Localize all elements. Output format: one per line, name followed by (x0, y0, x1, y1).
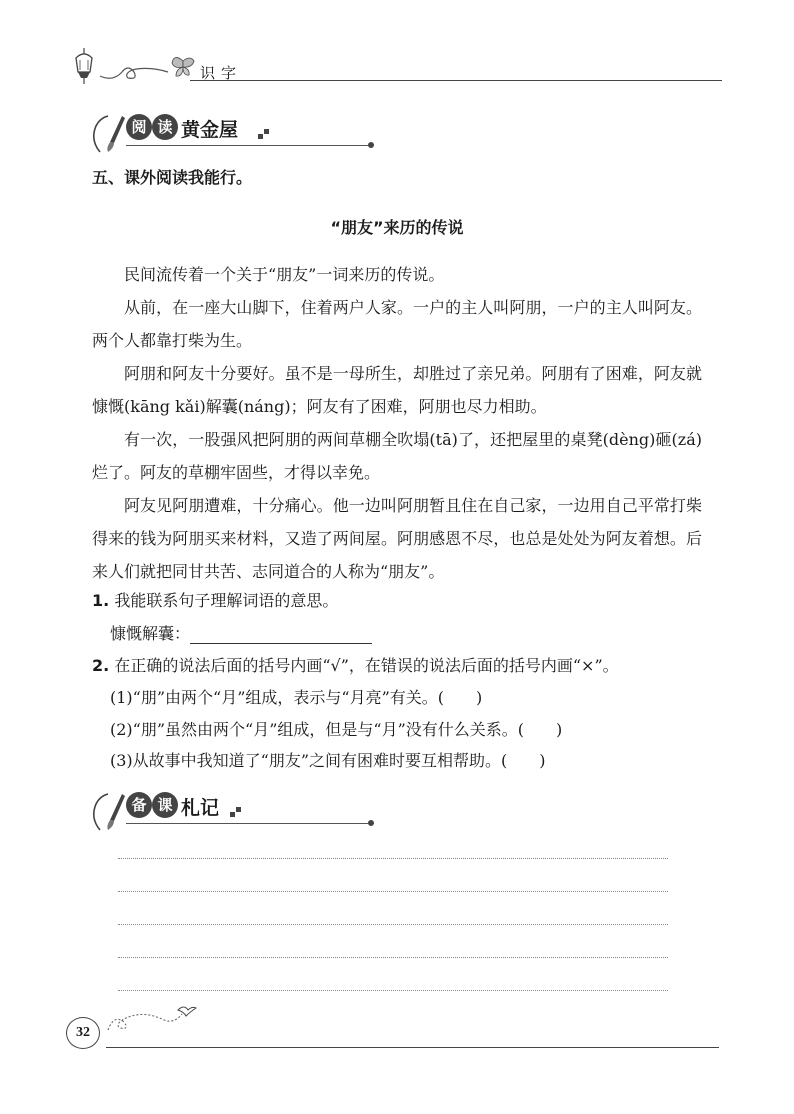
banner-char-1: 阅 (126, 114, 152, 140)
bird-icon (176, 1002, 198, 1018)
question-1-answer (110, 624, 372, 644)
lamp-icon (70, 46, 98, 86)
footer-rule (106, 1047, 719, 1048)
reading-banner (88, 112, 378, 154)
page-number: 32 (66, 1017, 100, 1049)
story-paragraph-1: 民间流传着一个关于“朋友”一词来历的传说。 (124, 265, 445, 284)
story-paragraph-3: 阿朋和阿友十分要好。虽不是一母所生，却胜过了亲兄弟。阿朋有了困难，阿友就慷慨(kāng kǎi)解囊(náng)；阿友有了困难，阿朋也尽力相助。 (92, 364, 702, 416)
banner-title: 札记 (181, 797, 220, 819)
story-paragraph-2: 从前，在一座大山脚下，住着两户人家。一户的主人叫阿朋，一户的主人叫阿友。两个人都靠打柴为生。 (92, 298, 702, 350)
question-1-term: 慷慨解囊： (110, 624, 191, 643)
banner-char-2: 课 (152, 792, 178, 818)
story-paragraph-4: 有一次，一股强风把阿朋的两间草棚全吹塌(tā)了，还把屋里的桌凳(dèng)砸(zá)烂了。阿友的草棚牢固些，才得以幸免。 (92, 430, 702, 482)
banner-dot (368, 820, 374, 826)
question-1-number: 1. (92, 591, 110, 610)
banner-square-2 (236, 807, 241, 812)
header-title: 识字 (200, 64, 243, 82)
question-2-item-2[interactable]: (2)“朋”虽然由两个“月”组成，但是与“月”没有什么关系。( ) (110, 720, 563, 739)
banner-char-1: 备 (126, 792, 152, 818)
question-1-text: 我能联系句子理解词语的意思。 (114, 591, 339, 610)
brush-icon (88, 790, 128, 832)
writing-line-4[interactable] (118, 957, 668, 958)
banner-char-2: 读 (152, 114, 178, 140)
banner-dot (368, 142, 374, 148)
header (0, 0, 794, 100)
question-2 (92, 656, 619, 676)
writing-line-3[interactable] (118, 924, 668, 925)
notes-banner (88, 790, 378, 832)
writing-line-2[interactable] (118, 891, 668, 892)
swirl-decoration (98, 56, 178, 84)
banner-rule (126, 145, 370, 146)
banner-square-1 (230, 812, 235, 817)
header-rule (190, 80, 722, 81)
banner-title: 黄金屋 (181, 119, 239, 141)
story-paragraph-5: 阿友见阿朋遭难，十分痛心。他一边叫阿朋暂且住在自己家，一边用自己平常打柴得来的钱为阿朋买来材料，又造了两间屋。阿朋感恩不尽，也总是处处为阿友着想。后来人们就把同甘共苦、志同道合的人称为“朋友”。 (92, 496, 702, 581)
question-2-item-1[interactable]: (1)“朋”由两个“月”组成，表示与“月亮”有关。( ) (110, 688, 483, 707)
banner-square-1 (258, 134, 263, 139)
writing-line-1[interactable] (118, 858, 668, 859)
section-heading: 五、课外阅读我能行。 (92, 168, 253, 187)
answer-blank[interactable] (190, 627, 372, 644)
banner-square-2 (264, 129, 269, 134)
question-2-text: 在正确的说法后面的括号内画“√”，在错误的说法后面的括号内画“×”。 (114, 656, 619, 675)
question-1 (92, 591, 338, 611)
brush-icon (88, 112, 128, 154)
butterfly-icon (170, 55, 196, 79)
question-2-number: 2. (92, 656, 110, 675)
writing-line-5[interactable] (118, 990, 668, 991)
banner-rule (126, 823, 370, 824)
story-title: “朋友”来历的传说 (330, 218, 464, 237)
question-2-item-3[interactable]: (3)从故事中我知道了“朋友”之间有困难时要互相帮助。( ) (110, 751, 546, 770)
